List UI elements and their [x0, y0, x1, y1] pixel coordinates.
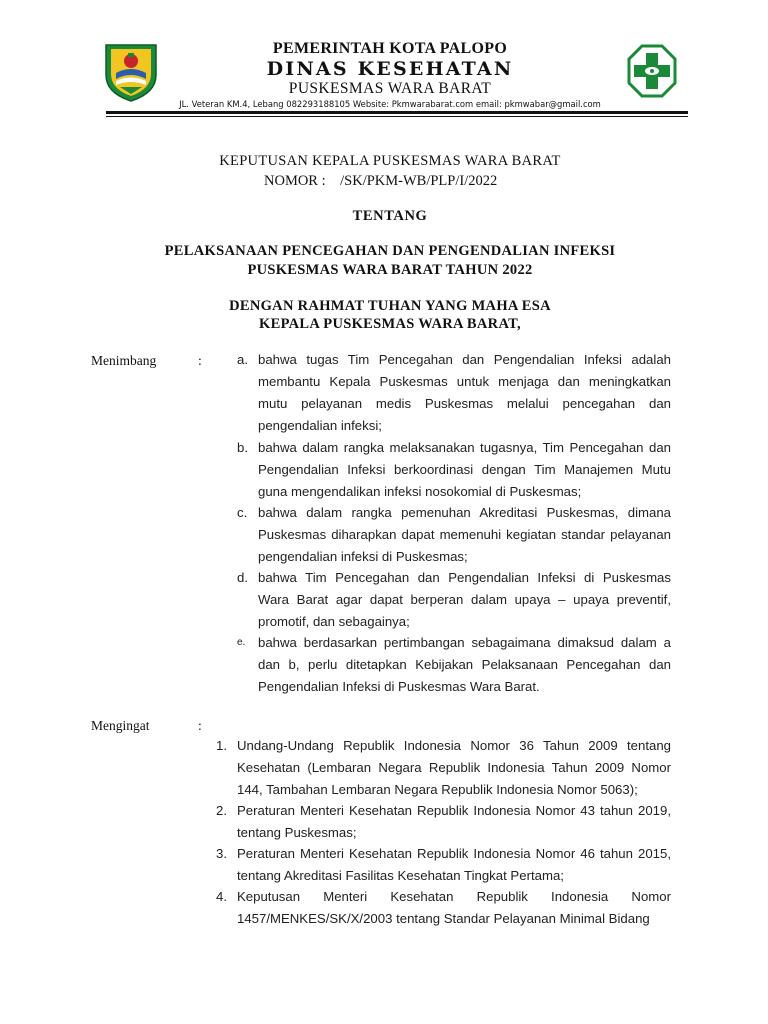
item-marker: d.: [237, 570, 248, 585]
department-name: DINAS KESEHATAN: [266, 58, 514, 80]
item-text: Undang-Undang Republik Indonesia Nomor 36 Tahun 2009 tentang Kesehatan (Lembaran Negara Republik Indonesia Tahun 2009 Nomor 144, Tambahan Lembaran Negara Republik Indonesia Nomor 5063);: [237, 738, 671, 797]
unit-name: PUSKESMAS WARA BARAT: [288, 80, 492, 97]
mengingat-label: Mengingat: [91, 718, 150, 733]
item-marker: 2.: [216, 803, 227, 818]
subject-line-1: PELAKSANAAN PENCEGAHAN DAN PENGENDALIAN INFEKSI: [164, 243, 616, 259]
item-marker: a.: [237, 352, 248, 367]
blessing-line-2: KEPALA PUSKESMAS WARA BARAT,: [259, 316, 521, 332]
item-marker: 3.: [216, 846, 227, 861]
subject-line-2: PUSKESMAS WARA BARAT TAHUN 2022: [247, 262, 533, 278]
item-text: bahwa dalam rangka pemenuhan Akreditasi Puskesmas, dimana Puskesmas diharapkan dapat memenuhi kegiatan standar pelayanan pengendalian infeksi di Puskesmas;: [258, 505, 671, 564]
mengingat-colon: :: [198, 718, 202, 733]
item-marker: 1.: [216, 738, 227, 753]
item-marker: e.: [237, 637, 246, 648]
decision-title: KEPUTUSAN KEPALA PUSKESMAS WARA BARAT: [219, 153, 561, 169]
item-text: bahwa Tim Pencegahan dan Pengendalian Infeksi di Puskesmas Wara Barat agar dapat berperan dalam upaya – upaya preventif, promotif, dan sebagainya;: [258, 570, 671, 629]
puskesmas-logo-icon: [626, 43, 678, 99]
letterhead-rule-thin: [106, 116, 688, 117]
item-text: bahwa dalam rangka melaksanakan tugasnya, Tim Pencegahan dan Pengendalian Infeksi berkoordinasi dengan Tim Manajemen Mutu guna mengendalikan infeksi nosokomial di Puskesmas;: [258, 440, 671, 499]
item-marker: b.: [237, 440, 248, 455]
item-text: Peraturan Menteri Kesehatan Republik Indonesia Nomor 46 tahun 2015, tentang Akreditasi Fasilitas Kesehatan Tingkat Pertama;: [237, 846, 671, 883]
menimbang-colon: :: [198, 353, 202, 368]
item-marker: c.: [237, 505, 248, 520]
item-text: bahwa berdasarkan pertimbangan sebagaimana dimaksud dalam a dan b, perlu ditetapkan Kebijakan Pelaksanaan Pencegahan dan Pengendalian Infeksi di Puskesmas Wara Barat.: [258, 635, 671, 694]
address-line: JL. Veteran KM.4, Lebang 082293188105 Website: Pkmwarabarat.com email: pkmwabar@gmail.com: [179, 99, 601, 109]
letterhead-rule-thick: [106, 111, 688, 114]
item-text: bahwa tugas Tim Pencegahan dan Pengendalian Infeksi adalah membantu Kepala Puskesmas untuk menjaga dan meningkatkan mutu pelayanan medis Puskesmas melalui pencegahan dan pengendalian infeksi;: [258, 352, 671, 433]
item-text: Peraturan Menteri Kesehatan Republik Indonesia Nomor 43 tahun 2019, tentang Puskesmas;: [237, 803, 671, 840]
about-heading: TENTANG: [352, 208, 428, 224]
decision-number: NOMOR : /SK/PKM-WB/PLP/I/2022: [264, 173, 498, 189]
government-name: PEMERINTAH KOTA PALOPO: [272, 40, 508, 57]
item-marker: 4.: [216, 889, 227, 904]
menimbang-label: Menimbang: [91, 353, 157, 368]
blessing-line-1: DENGAN RAHMAT TUHAN YANG MAHA ESA: [229, 298, 551, 314]
item-text: Keputusan Menteri Kesehatan Republik Indonesia Nomor 1457/MENKES/SK/X/2003 tentang Standar Pelayanan Minimal Bidang: [237, 889, 671, 926]
